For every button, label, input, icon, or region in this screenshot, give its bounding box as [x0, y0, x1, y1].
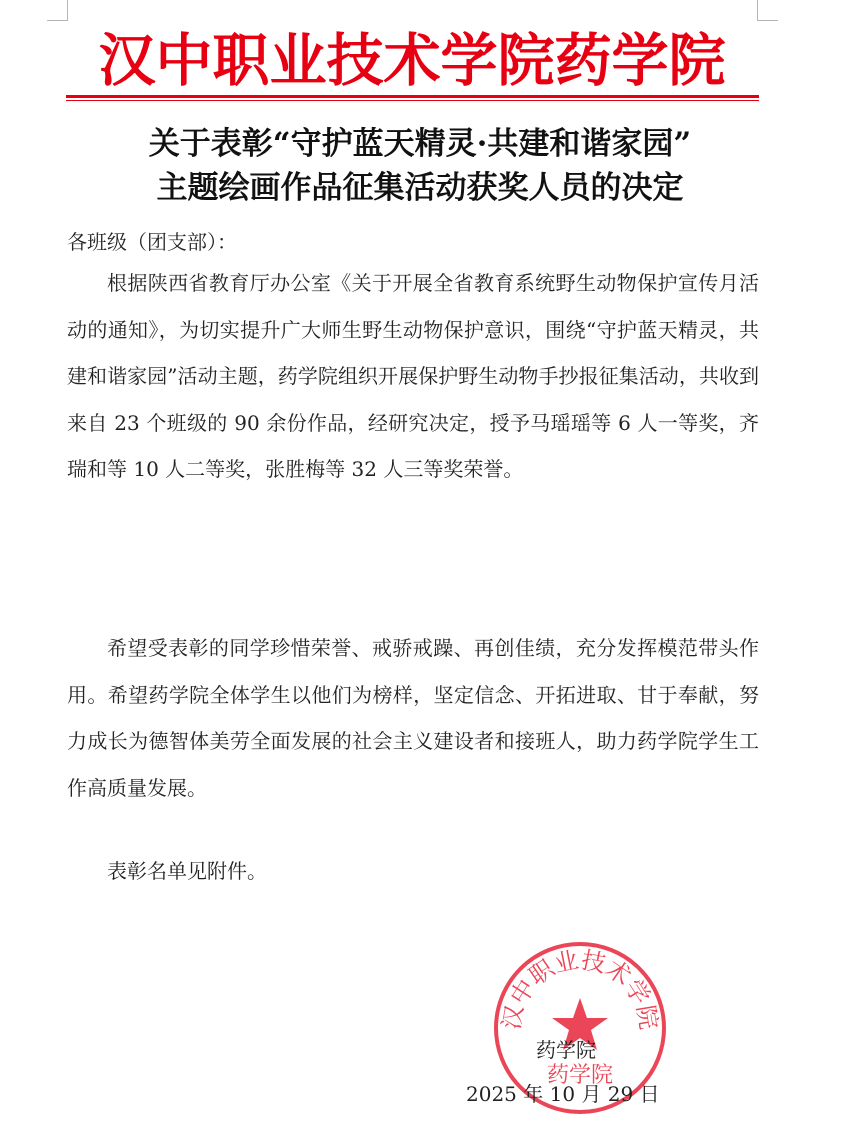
- seal-outer-text: 汉中职业技术学院: [497, 945, 663, 1032]
- body-paragraph-3: 表彰名单见附件。: [107, 859, 267, 883]
- signature-org: 药学院: [536, 1038, 596, 1062]
- crop-mark-right: [757, 0, 778, 21]
- body-paragraph-1: 根据陕西省教育厅办公室《关于开展全省教育系统野生动物保护宣传月活动的通知》，为切实提升广大师生野生动物保护意识，围绕“守护蓝天精灵，共建和谐家园”活动主题，药学院组织开展保护野生动物手抄报征集活动，共收到来自 23 个班级的 90 余份作品，经研究决定，授予马瑶瑶等 6 人一等奖，齐瑞和等 10 人二等奖，张胜梅等 32 人三等奖荣誉。: [67, 271, 759, 481]
- document-title-line-2: 主题绘画作品征集活动获奖人员的决定: [156, 170, 684, 206]
- masthead-title: 汉中职业技术学院药学院: [98, 27, 726, 94]
- masthead-rule-thick: [66, 95, 759, 98]
- body-paragraph-2: 希望受表彰的同学珍惜荣誉、戒骄戒躁、再创佳绩，充分发挥模范带头作用。希望药学院全体学生以他们为榜样，坚定信念、开拓进取、甘于奉献，努力成长为德智体美劳全面发展的社会主义建设者和接班人，助力药学院学生工作高质量发展。: [67, 636, 759, 800]
- masthead-rule-thin: [66, 100, 759, 101]
- crop-mark-left: [47, 0, 68, 21]
- salutation: 各班级（团支部）：: [67, 230, 237, 254]
- seal-inner-text: 药学院: [546, 1063, 614, 1088]
- document-title-line-1: 关于表彰“守护蓝天精灵·共建和谐家园”: [148, 126, 692, 162]
- signature-date: 2025 年 10 月 29 日: [466, 1082, 660, 1106]
